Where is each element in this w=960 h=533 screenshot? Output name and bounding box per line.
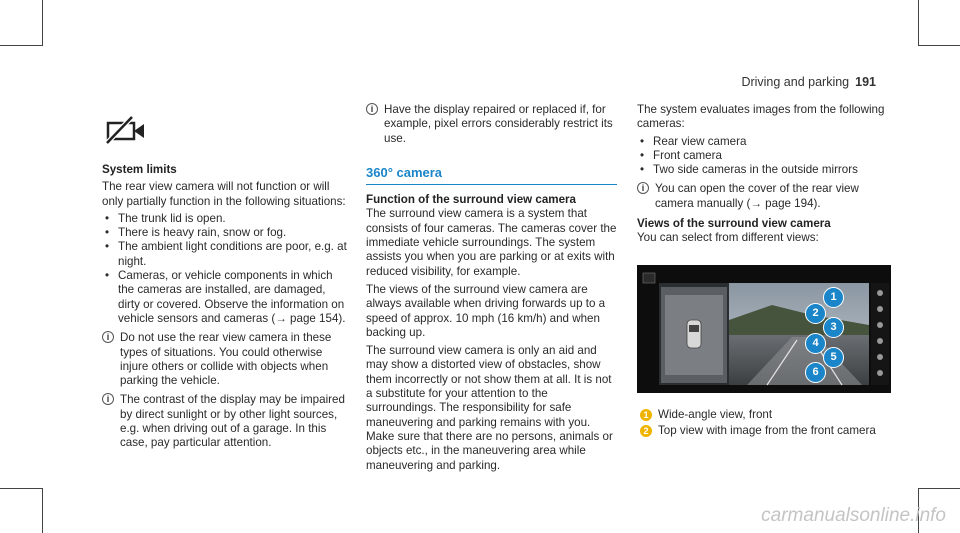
limits-list: [102, 212, 350, 326]
cameras-list: [637, 135, 891, 178]
subheading: Function of the surround view camera: [366, 193, 577, 207]
list-item: • Two side cameras in the outside mirrors: [637, 163, 891, 177]
page-header: [741, 75, 876, 89]
crop-mark: [42, 0, 43, 46]
callout-marker: 6: [805, 362, 826, 383]
callout-marker: 3: [823, 317, 844, 338]
paragraph: The views of the surround view camera are always available when driving forwards up to a speed of approx. 10 mph (16 km/h) and when backing up.: [366, 282, 606, 339]
info-icon: i: [102, 393, 114, 405]
tip-note: [102, 393, 350, 450]
header-title: Driving and parking: [741, 75, 850, 89]
subheading: Views of the surround view camera: [637, 217, 831, 231]
legend-text: Top view with image from the front camera: [658, 424, 876, 438]
left-column: [102, 115, 350, 451]
camera-off-icon: [104, 115, 150, 145]
legend-item: [640, 424, 894, 438]
list-item: • Front camera: [637, 149, 891, 163]
callout-marker: 2: [805, 303, 826, 324]
legend-text: Wide-angle view, front: [658, 408, 773, 421]
tip-note: [366, 103, 617, 146]
tip-note: [102, 331, 350, 388]
list-item: • The ambient light conditions are poor, e.g. at night.: [102, 240, 350, 269]
crop-mark: [918, 0, 919, 46]
list-item: • There is heavy rain, snow or fog.: [102, 226, 350, 240]
crop-mark: [918, 45, 960, 46]
list-item: • The trunk lid is open.: [102, 212, 350, 226]
callout-marker: 1: [823, 287, 844, 308]
tip-text: Do not use the rear view camera in these types of situations. You could otherwise injure others or collide with objects when parking the vehicle.: [120, 331, 332, 388]
legend-number: 2: [640, 425, 652, 437]
tip-text: You can open the cover of the rear view camera manually (→ page 194).: [655, 182, 859, 210]
list-item: • Cameras, or vehicle components in which the cameras are installed, are damaged, dirty or covered. Observe the information on vehicle sensors and cameras (→ page 154).: [102, 269, 350, 326]
paragraph: The surround view camera is only an aid and may show a distorted view of obstacles, show them incorrectly or not show them at all. It is not a substitute for your attention to the surroundings. The responsibility for safe maneuvering and parking remains with you. Make sure that there are no persons, animals or objects etc., in the maneuvering area while maneuvering and parking.: [366, 344, 613, 472]
system-limits-heading: System limits: [102, 163, 177, 176]
middle-column: [366, 103, 617, 473]
tip-text: The contrast of the display may be impaired by direct sunlight or by other light sources, e.g. when driving out of a garage. In this case, pay particular attention.: [120, 393, 345, 450]
right-column: [637, 103, 891, 246]
callout-marker: 5: [823, 347, 844, 368]
subtext: You can select from different views:: [637, 231, 819, 245]
image-legend: [640, 406, 894, 439]
crop-mark: [42, 488, 43, 533]
list-item: • Rear view camera: [637, 135, 891, 149]
tip-note: [637, 182, 891, 211]
crop-mark: [918, 488, 960, 489]
callout-marker: 4: [805, 333, 826, 354]
info-icon: i: [102, 331, 114, 343]
legend-number: 1: [640, 409, 652, 421]
legend-item: [640, 408, 894, 422]
system-limits-intro: The rear view camera will not function or will only partially function in the following situations:: [102, 180, 346, 208]
page-number: 191: [855, 75, 876, 89]
crop-mark: [0, 45, 42, 46]
tip-text: Have the display repaired or replaced if, for example, pixel errors considerably restrict its use.: [384, 103, 613, 145]
camera-display-image: [637, 265, 891, 393]
info-icon: i: [637, 182, 649, 194]
paragraph: The surround view camera is a system that consists of four cameras. The cameras cover the immediate vehicle surroundings. The system assists you when you are parking or at exits with reduced visibility, for example.: [366, 207, 617, 278]
cameras-intro: The system evaluates images from the following cameras:: [637, 103, 885, 131]
watermark: carmanualsonline.info: [761, 505, 946, 526]
section-title: 360° camera: [366, 166, 617, 185]
camera-view-illustration: [637, 265, 891, 393]
crop-mark: [0, 488, 42, 489]
info-icon: i: [366, 103, 378, 115]
